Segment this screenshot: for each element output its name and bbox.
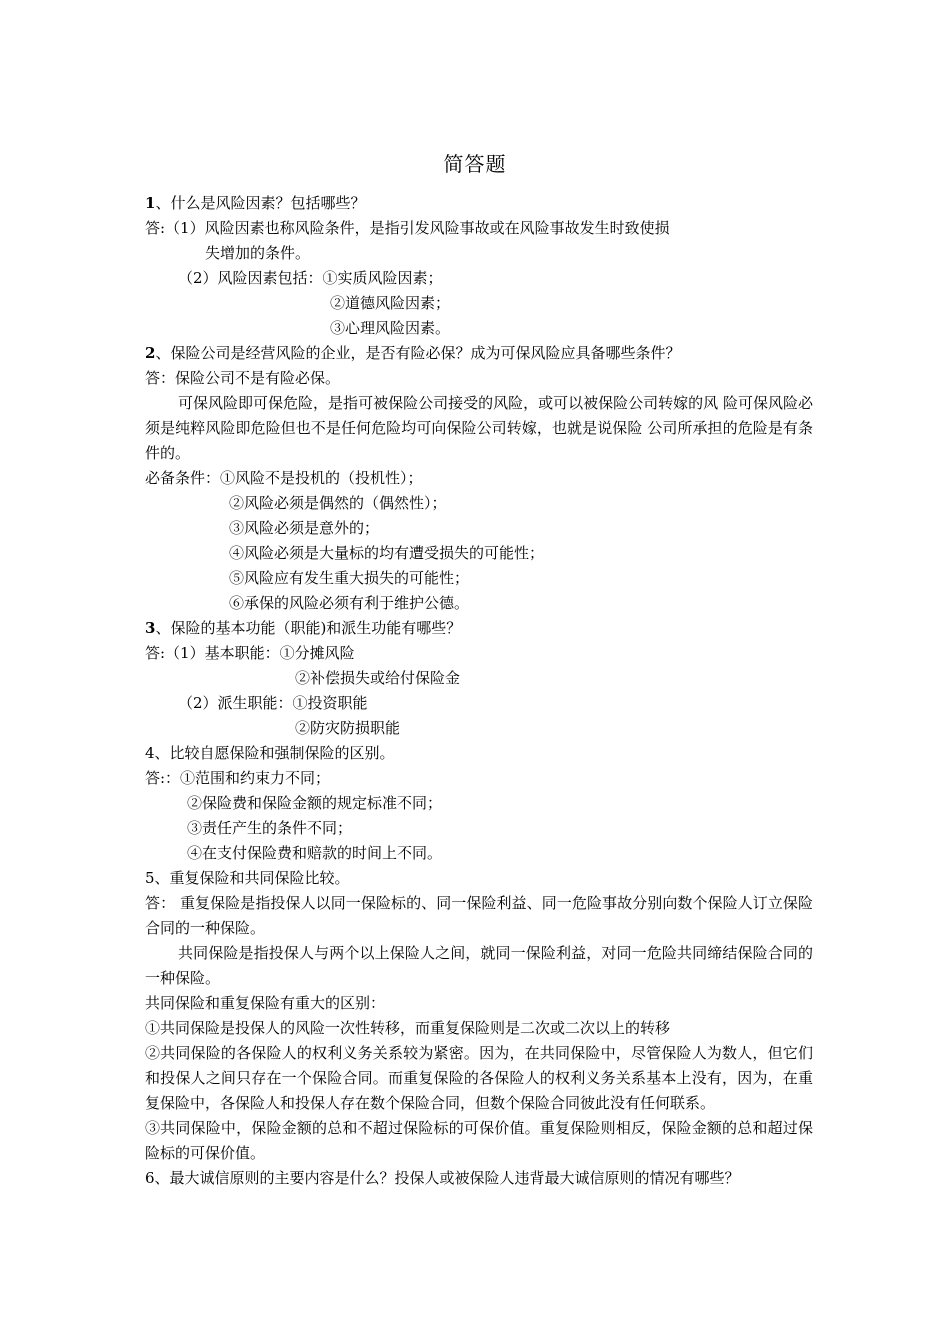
list-item: ④风险必须是大量标的均有遭受损失的可能性；: [229, 544, 545, 562]
question-1: [145, 191, 813, 216]
answer-paragraph: ②共同保险的各保险人的权利义务关系较为紧密。因为，在共同保险中，尽管保险人为数人，但它们和投保人之间只存在一个保险合同。而重复保险的各保险人的权利义务关系基本上没有，因为，在重复保险中，各保险人和投保人存在数个保险合同，但数个保险合同彼此没有任何联系。: [145, 1044, 813, 1112]
answer-line: ①共同保险是投保人的风险一次性转移，而重复保险则是二次或二次以上的转移: [145, 1019, 671, 1037]
answer-paragraph: ③共同保险中，保险金额的总和不超过保险标的可保价值。重复保险则相反，保险金额的总和超过保险标的可保价值。: [145, 1119, 813, 1162]
question-4: 4、比较自愿保险和强制保险的区别。: [145, 744, 395, 762]
list-item: ②道德风险因素；: [330, 294, 451, 312]
answer-line: （2）派生职能：①投资职能: [178, 694, 368, 712]
list-item: ②防灾防损职能: [295, 719, 401, 737]
list-item: ②保险费和保险金额的规定标准不同；: [187, 794, 443, 812]
answer-paragraph: 答： 重复保险是指投保人以同一保险标的、同一保险利益、同一危险事故分别向数个保险人订立保险合同的一种保险。: [145, 894, 813, 937]
answer-line: 答:（1）基本职能：①分摊风险: [145, 644, 355, 662]
question-number: 3: [145, 619, 156, 637]
answer-line: （2）风险因素包括：①实质风险因素；: [178, 269, 443, 287]
question-6: 6、最大诚信原则的主要内容是什么？投保人或被保险人违背最大诚信原则的情况有哪些？: [145, 1169, 740, 1187]
question-5: 5、重复保险和共同保险比较。: [145, 869, 350, 887]
question-text: 、什么是风险因素？包括哪些？: [155, 194, 366, 212]
answer-line: 共同保险和重复保险有重大的区别：: [145, 994, 386, 1012]
answer-paragraph: 共同保险是指投保人与两个以上保险人之间，就同一保险利益，对同一危险共同缔结保险合同的一种保险。: [145, 944, 813, 987]
answer-line: 答:：①范围和约束力不同；: [145, 769, 331, 787]
list-item: ③风险必须是意外的；: [229, 519, 380, 537]
question-2: [145, 341, 813, 366]
answer-line: 必备条件：①风险不是投机的（投机性）；: [145, 469, 423, 487]
answer-paragraph: 可保风险即可保危险，是指可被保险公司接受的风险，或可以被保险公司转嫁的风 险可保风险必须是纯粹风险即危险但也不是任何危险均可向保险公司转嫁，也就是说保险 公司所承担的危险是有条件的。: [145, 394, 813, 462]
answer-line: 答：保险公司不是有险必保。: [145, 369, 341, 387]
question-number: 2: [145, 344, 156, 362]
list-item: ⑤风险应有发生重大损失的可能性；: [229, 569, 470, 587]
list-item: ③心理风险因素。: [330, 319, 451, 337]
list-item: ④在支付保险费和赔款的时间上不同。: [187, 844, 443, 862]
page-title: 简答题: [443, 152, 507, 176]
answer-line: 失增加的条件。: [205, 244, 311, 262]
list-item: ②补偿损失或给付保险金: [295, 669, 461, 687]
document-body: [145, 191, 813, 1191]
list-item: ②风险必须是偶然的（偶然性）；: [229, 494, 447, 512]
question-3: [145, 616, 813, 641]
answer-line: 答:（1）风险因素也称风险条件，是指引发风险事故或在风险事故发生时致使损: [145, 219, 670, 237]
question-text: 、保险的基本功能（职能)和派生功能有哪些？: [155, 619, 462, 637]
list-item: ⑥承保的风险必须有利于维护公德。: [229, 594, 470, 612]
question-text: 、保险公司是经营风险的企业，是否有险必保？成为可保风险应具备哪些条件？: [155, 344, 681, 362]
question-number: 1: [145, 194, 156, 212]
list-item: ③责任产生的条件不同；: [187, 819, 353, 837]
